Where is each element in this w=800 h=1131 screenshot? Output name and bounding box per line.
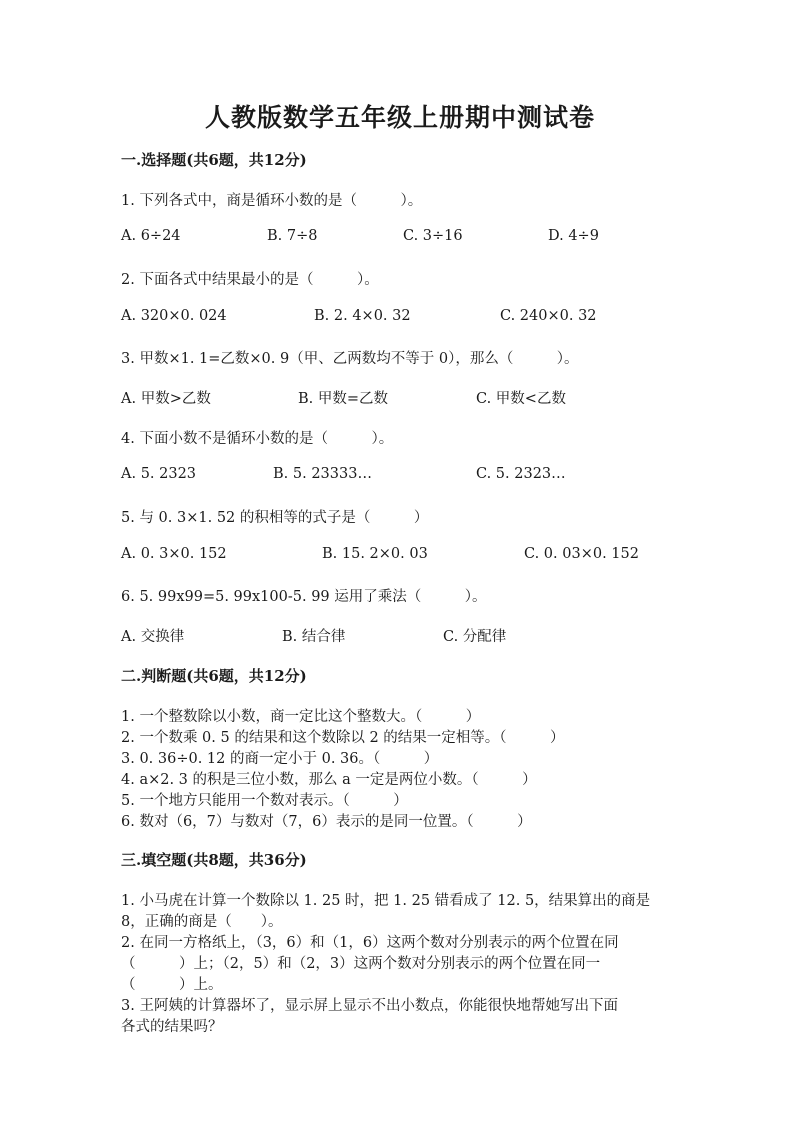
choice-q6-option-b: B. 结合律 xyxy=(282,629,346,645)
judge-question-6: 6. 数对（6，7）与数对（7，6）表示的是同一位置。（ ） xyxy=(121,814,532,830)
choice-q4-option-b: B. 5. 23333… xyxy=(273,466,372,482)
choice-q4-option-c: C. 5. 2323… xyxy=(476,466,566,482)
choice-question-4: 4. 下面小数不是循环小数的是（ ）。 xyxy=(121,431,394,447)
choice-q1-option-b: B. 7÷8 xyxy=(267,228,318,244)
fill-question-2-line-1: 2. 在同一方格纸上，（3，6）和（1，6）这两个数对分别表示的两个位置在同 xyxy=(121,935,619,951)
choice-q2-option-b: B. 2. 4×0. 32 xyxy=(314,308,411,324)
choice-q3-option-c: C. 甲数<乙数 xyxy=(476,391,566,407)
choice-q5-option-b: B. 15. 2×0. 03 xyxy=(322,546,428,562)
choice-q6-option-c: C. 分配律 xyxy=(443,629,507,645)
choice-question-3: 3. 甲数×1. 1=乙数×0. 9（甲、乙两数均不等于 0），那么（ ）。 xyxy=(121,351,579,367)
fill-question-3-line-1: 3. 王阿姨的计算器坏了，显示屏上显示不出小数点，你能很快地帮她写出下面 xyxy=(121,998,618,1014)
choice-q1-option-c: C. 3÷16 xyxy=(403,228,463,244)
fill-question-3-line-2: 各式的结果吗？ xyxy=(121,1019,223,1035)
judge-question-2: 2. 一个数乘 0. 5 的结果和这个数除以 2 的结果一定相等。（ ） xyxy=(121,730,565,746)
fill-question-1-line-2: 8，正确的商是（ ）。 xyxy=(121,914,283,930)
section-heading-judge: 二.判断题(共6题，共12分) xyxy=(121,667,307,685)
choice-question-6: 6. 5. 99x99=5. 99x100-5. 99 运用了乘法（ ）。 xyxy=(121,589,487,605)
section-heading-fill: 三.填空题(共8题，共36分) xyxy=(121,851,307,869)
section-heading-choice: 一.选择题(共6题，共12分) xyxy=(121,151,307,169)
choice-q1-option-d: D. 4÷9 xyxy=(548,228,599,244)
choice-question-5: 5. 与 0. 3×1. 52 的积相等的式子是（ ） xyxy=(121,510,429,526)
choice-q3-option-a: A. 甲数>乙数 xyxy=(121,391,211,407)
choice-q2-option-c: C. 240×0. 32 xyxy=(500,308,597,324)
choice-q3-option-b: B. 甲数=乙数 xyxy=(298,391,389,407)
choice-q1-option-a: A. 6÷24 xyxy=(121,228,181,244)
choice-question-2: 2. 下面各式中结果最小的是（ ）。 xyxy=(121,272,379,288)
choice-q6-option-a: A. 交换律 xyxy=(121,629,185,645)
choice-q5-option-a: A. 0. 3×0. 152 xyxy=(121,546,227,562)
judge-question-1: 1. 一个整数除以小数，商一定比这个整数大。（ ） xyxy=(121,709,481,725)
page-title: 人教版数学五年级上册期中测试卷 xyxy=(204,103,595,132)
judge-question-3: 3. 0. 36÷0. 12 的商一定小于 0. 36。（ ） xyxy=(121,751,439,767)
fill-question-2-line-2: （ ）上；（2，5）和（2，3）这两个数对分别表示的两个位置在同一 xyxy=(121,956,601,972)
choice-question-1: 1. 下列各式中，商是循环小数的是（ ）。 xyxy=(121,193,423,209)
judge-question-5: 5. 一个地方只能用一个数对表示。（ ） xyxy=(121,793,408,809)
choice-q4-option-a: A. 5. 2323 xyxy=(121,466,197,482)
fill-question-2-line-3: （ ）上。 xyxy=(121,977,223,993)
choice-q2-option-a: A. 320×0. 024 xyxy=(121,308,227,324)
fill-question-1-line-1: 1. 小马虎在计算一个数除以 1. 25 时，把 1. 25 错看成了 12. 5，结果算出的商是 xyxy=(121,893,651,909)
choice-q5-option-c: C. 0. 03×0. 152 xyxy=(524,546,639,562)
judge-question-4: 4. a×2. 3 的积是三位小数，那么 a 一定是两位小数。（ ） xyxy=(121,772,537,788)
